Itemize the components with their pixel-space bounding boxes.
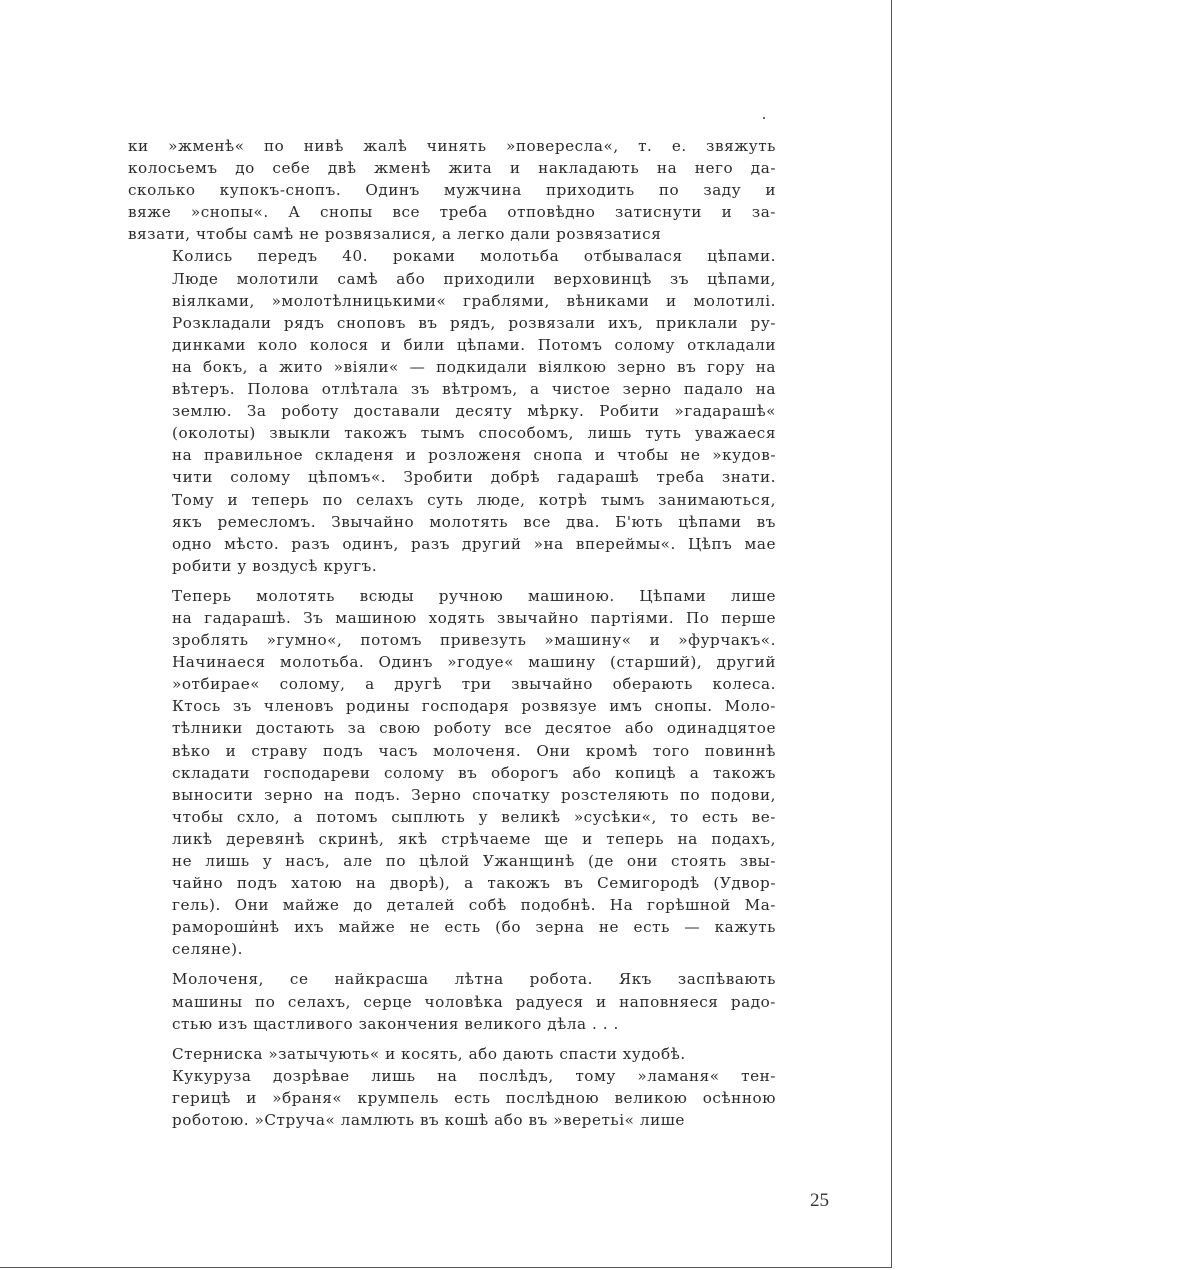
text-line: динками коло колося и били цѣпами. Потомъ солому откладали (172, 335, 776, 354)
text-line: вязати, чтобы самѣ не розвязалися, а легко дали розвязатися (128, 225, 662, 244)
text-line: Люде молотили самѣ або приходили верховинцѣ зъ цѣпами, (172, 269, 776, 288)
text-line: чайно подъ хатою на дворѣ), а такожъ въ Семигородѣ (Удвор- (172, 874, 776, 893)
text-line: герицѣ и »браня« крумпель есть послѣдною великою осѣнною (172, 1088, 776, 1107)
text-line: якъ ремесломъ. Звычайно молотять все два. Б'ють цѣпами въ (172, 512, 776, 531)
text-line: сколько купокъ-снопъ. Одинъ мужчина приходить по заду и (128, 181, 776, 200)
text-line: гель). Они майже до деталей собѣ подобнѣ. На горѣшной Ма- (172, 896, 776, 915)
paragraph (128, 968, 776, 1034)
text-line: выносити зерно на подъ. Зерно спочатку розстеляють по подови, (172, 785, 776, 804)
text-line: Розкладали рядъ сноповъ въ рядъ, розвязали ихъ, приклали ру- (172, 313, 776, 332)
paragraph (128, 1065, 776, 1131)
text-line: чтобы схло, а потомъ сыплють у великѣ »сусѣки«, то есть ве- (172, 807, 776, 826)
paragraph (128, 1043, 776, 1065)
text-line: (околоты) звыкли такожъ тымъ способомъ, лишь туть уважаеся (172, 424, 776, 443)
text-line: колосьемъ до себе двѣ жменѣ жита и накладають на него да- (128, 159, 776, 178)
text-line: стью изъ щастливого закончения великого дѣла . . . (172, 1014, 619, 1033)
text-line: тѣлники достають за свою роботу все десятое або одинадцятое (172, 719, 776, 738)
text-line: Колись передъ 40. роками молотьба отбывалася цѣпами. (172, 247, 776, 266)
text-line: машины по селахъ, серце чоловѣка радуеся и наповняеся радо- (172, 992, 776, 1011)
text-line: Кукуруза дозрѣвае лишь на послѣдъ, тому »ламаня« тен- (172, 1066, 776, 1085)
text-line: Начинаеся молотьба. Одинъ »годуе« машину (старший), другий (172, 653, 776, 672)
text-line: не лишь у насъ, але по цѣлой Ужанщинѣ (де они стоять звы- (172, 852, 776, 870)
paragraph (128, 135, 776, 245)
text-line: чити солому цѣпомъ«. Зробити добрѣ гадарашѣ треба знати. (172, 468, 776, 487)
text-line: Теперь молотять всюды ручною машиною. Цѣпами лише (172, 586, 776, 605)
text-line: вѣко и страву подъ часъ молоченя. Они кромѣ того повиннѣ (172, 741, 776, 760)
text-line: робити у воздусѣ кругъ. (172, 556, 378, 575)
text-line: »отбирае« солому, а другѣ три звычайно оберають колеса. (172, 675, 776, 694)
text-line: одно мѣсто. разъ одинъ, разъ другий »на впереймы«. Цѣпъ мае (172, 534, 776, 553)
text-line: Ктось зъ членовъ родины господаря розвязуе имъ снопы. Моло- (172, 697, 776, 716)
text-line: на бокъ, а жито »віяли« — подкидали віялкою зерно въ гору на (172, 357, 776, 376)
text-line: складати господареви солому въ оборогъ або копицѣ а такожъ (172, 763, 776, 782)
scan-speck (763, 117, 765, 119)
paragraph (128, 245, 776, 576)
text-line: вяже »снопы«. А снопы все треба отповѣдно затиснути и за- (128, 203, 776, 222)
text-line: зроблять »гумно«, потомъ привезуть »машину« и »фурчакъ«. (172, 631, 776, 650)
paragraph (128, 585, 776, 961)
text-line: ликѣ деревянѣ скринѣ, якѣ стрѣчаеме ще и теперь на подахъ, (172, 829, 776, 848)
text-line: вѣтеръ. Полова отлѣтала зъ вѣтромъ, а чистое зерно падало на (172, 380, 776, 399)
text-line: віялками, »молотѣлницькими« граблями, вѣниками и молотилі. (172, 291, 776, 310)
body-text (128, 135, 776, 1131)
text-line: землю. За роботу доставали десяту мѣрку. Робити »гадарашѣ« (172, 402, 776, 421)
text-line: роботою. »Струча« ламлють въ кошѣ або въ »веретьі« лише (172, 1111, 685, 1130)
text-line: на гадарашѣ. Зъ машиною ходять звычайно партіями. По перше (172, 608, 776, 627)
text-line: на правильное складеня и розложеня снопа и чтобы не »кудов- (172, 446, 776, 465)
text-line: Молоченя, се найкрасша лѣтна робота. Якъ заспѣвають (172, 970, 776, 989)
text-line: Стерниска »затычують« и косять, або дають спасти худобѣ. (172, 1044, 686, 1063)
text-line: Тому и теперь по селахъ суть люде, котрѣ тымъ занимаються, (172, 490, 776, 509)
page-number: 25 (810, 1190, 829, 1211)
text-line: ки »жменѣ« по нивѣ жалѣ чинять »повересла«, т. е. звяжуть (128, 137, 776, 155)
text-line: селяне). (172, 940, 243, 959)
text-line: рамороши̇нѣ ихъ майже не есть (бо зерна не есть — кажуть (172, 918, 776, 937)
